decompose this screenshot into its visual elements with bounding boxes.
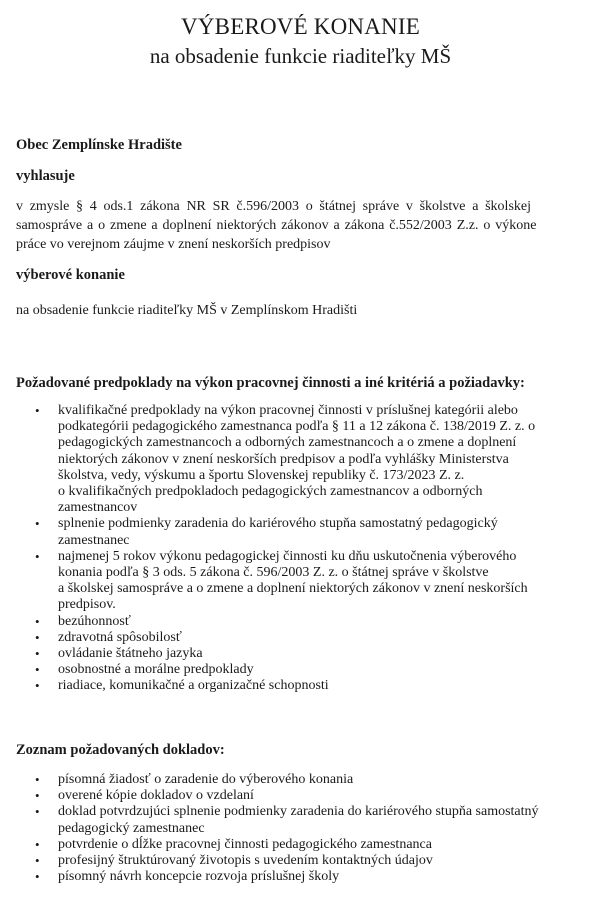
- bullet-icon: •: [35, 869, 40, 885]
- requirements-item-text: zdravotná spôsobilosť: [58, 629, 182, 645]
- bullet-icon: •: [35, 788, 40, 804]
- requirements-item: [0, 678, 601, 694]
- bullet-icon: •: [35, 853, 40, 869]
- selection-label: výberové konanie: [16, 267, 125, 283]
- documents-item: [0, 772, 601, 788]
- requirements-list: [0, 403, 601, 695]
- requirements-item: [0, 516, 601, 548]
- bullet-icon: •: [35, 804, 40, 820]
- requirements-item-text: a školskej samospráve a o zmene a doplnení niektorých zákonov v znení neskorších: [58, 581, 528, 597]
- bullet-icon: •: [35, 629, 40, 645]
- requirements-item-text: niektorých zákonov v znení neskorších predpisov a podľa vyhlášky Ministerstva: [58, 451, 509, 467]
- documents-item: [0, 788, 601, 804]
- requirements-item-text: osobnostné a morálne predpoklady: [58, 662, 254, 678]
- announces-label: vyhlasuje: [16, 168, 75, 184]
- requirements-item-text: predpisov.: [58, 597, 116, 613]
- bullet-icon: •: [35, 772, 40, 787]
- bullet-icon: •: [35, 613, 40, 629]
- requirements-item-text: bezúhonnosť: [58, 613, 131, 629]
- bullet-icon: •: [35, 836, 40, 852]
- requirements-item-text: splnenie podmienky zaradenia do kariérového stupňa samostatný pedagogický: [58, 516, 498, 532]
- requirements-item: [0, 662, 601, 678]
- requirements-item: [0, 630, 601, 646]
- requirements-item-text: najmenej 5 rokov výkonu pedagogickej činnosti ku dňu uskutočnenia výberového: [58, 548, 517, 564]
- requirements-item-text: ovládanie štátneho jazyka: [58, 646, 203, 662]
- documents-item: [0, 804, 601, 836]
- documents-heading: Zoznam požadovaných dokladov:: [16, 742, 225, 758]
- documents-item-text: pedagogický zamestnanec: [58, 820, 205, 836]
- documents-item-text: písomná žiadosť o zaradenie do výberového konania: [58, 772, 354, 787]
- documents-list: [0, 772, 601, 885]
- documents-item-text: potvrdenie o dĺžke pracovnej činnosti pedagogického zamestnanca: [58, 836, 432, 852]
- documents-item: [0, 837, 601, 853]
- requirements-item-text: konania podľa § 3 ods. 5 zákona č. 596/2003 Z. z. o štátnej správe v školstve: [58, 565, 489, 581]
- requirements-item-text: riadiace, komunikačné a organizačné schopnosti: [58, 678, 329, 694]
- documents-item-text: doklad potvrdzujúci splnenie podmienky zaradenia do kariérového stupňa samostatný: [58, 804, 539, 820]
- bullet-icon: •: [35, 516, 40, 532]
- bullet-icon: •: [35, 662, 40, 678]
- bullet-icon: •: [35, 548, 40, 564]
- position-text: na obsadenie funkcie riaditeľky MŠ v Zemplínskom Hradišti: [16, 303, 358, 318]
- requirements-item-text: kvalifikačné predpoklady na výkon pracovnej činnosti v príslušnej kategórii alebo: [58, 403, 518, 418]
- documents-item: [0, 869, 601, 885]
- legal-basis-line: samospráve a o zmene a doplnení niektorých zákonov a zákona č.552/2003 Z.z. o výkone: [16, 218, 537, 233]
- legal-basis-line: v zmysle § 4 ods.1 zákona NR SR č.596/2003 o štátnej správe v školstve a školskej: [16, 199, 531, 214]
- documents-item: [0, 853, 601, 869]
- documents-item-text: overené kópie dokladov o vzdelaní: [58, 788, 254, 804]
- issuer-name: Obec Zemplínske Hradište: [16, 137, 182, 153]
- requirements-item-text: školstva, vedy, výskumu a športu Slovenskej republiky č. 173/2023 Z. z.: [58, 467, 465, 483]
- requirements-item-text: zamestnancov: [58, 500, 138, 516]
- document-title: VÝBEROVÉ KONANIE: [181, 14, 420, 39]
- bullet-icon: •: [35, 646, 40, 662]
- document-subtitle: na obsadenie funkcie riaditeľky MŠ: [149, 44, 452, 68]
- requirements-item: [0, 403, 601, 516]
- requirements-heading: Požadované predpoklady na výkon pracovnej činnosti a iné kritériá a požiadavky:: [16, 375, 525, 391]
- requirements-item: [0, 646, 601, 662]
- bullet-icon: •: [35, 678, 40, 694]
- requirements-item: [0, 549, 601, 614]
- requirements-item-text: podkategórii pedagogického zamestnanca podľa § 11 a 12 zákona č. 138/2019 Z. z. o: [58, 419, 536, 435]
- requirements-item-text: o kvalifikačných predpokladoch pedagogických zamestnancov a odborných: [58, 484, 483, 500]
- legal-basis-line: práce vo verejnom záujme v znení neskorších predpisov: [16, 237, 331, 252]
- documents-item-text: profesijný štruktúrovaný životopis s uvedením kontaktných údajov: [58, 853, 433, 869]
- requirements-item-text: pedagogických zamestnancoch a odborných zamestnancoch a o zmene a doplnení: [58, 435, 517, 451]
- requirements-item-text: zamestnanec: [58, 532, 130, 548]
- bullet-icon: •: [35, 403, 40, 418]
- requirements-item: [0, 614, 601, 630]
- documents-item-text: písomný návrh koncepcie rozvoja príslušnej školy: [58, 869, 340, 885]
- legal-basis-paragraph: [16, 197, 592, 254]
